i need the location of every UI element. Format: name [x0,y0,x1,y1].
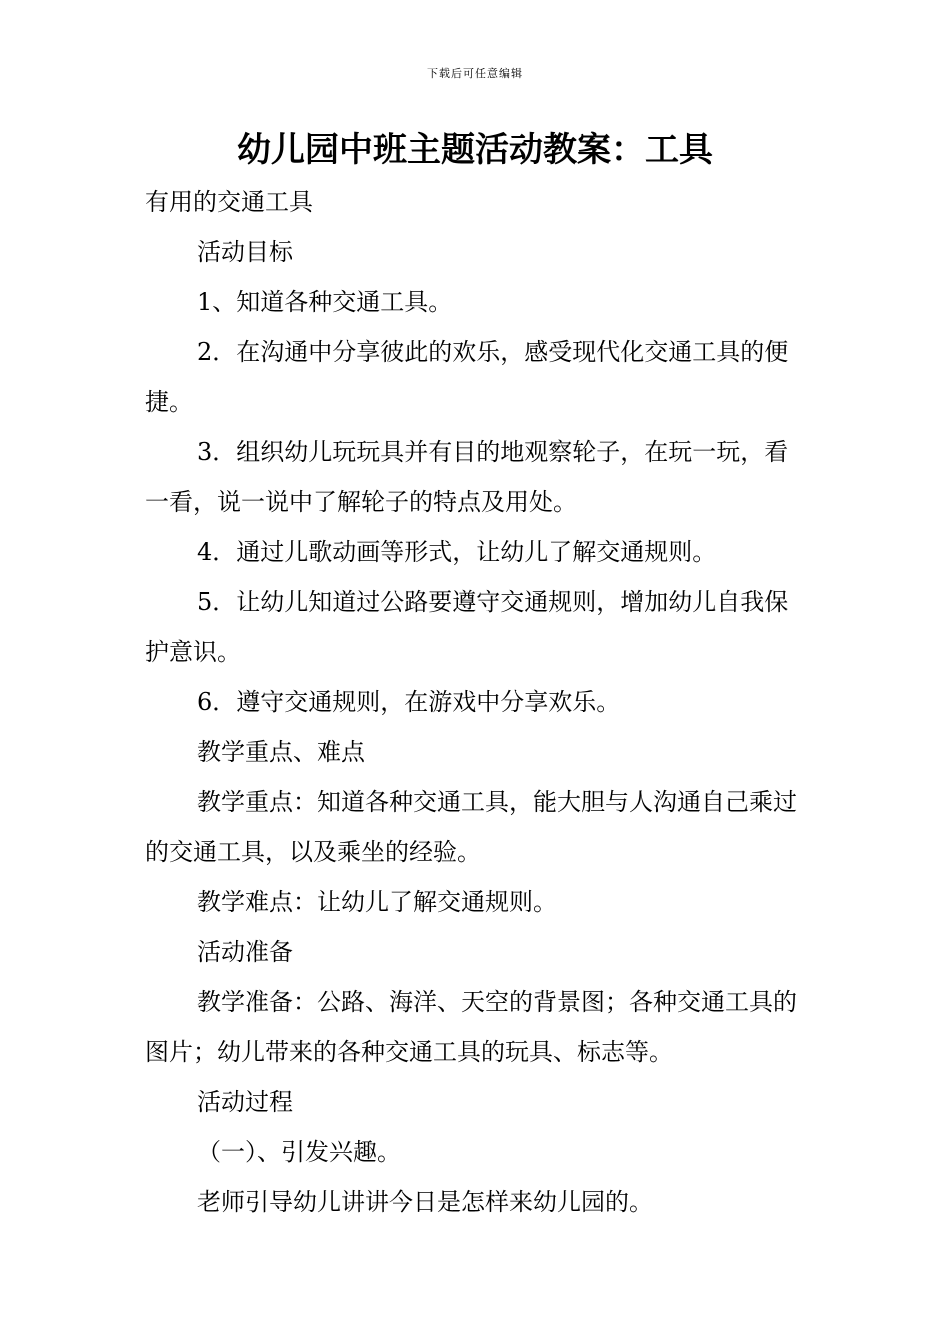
goal-item-1: 1、知道各种交通工具。 [197,288,453,316]
goal-item-2: 2．在沟通中分享彼此的欢乐，感受现代化交通工具的便捷。 [145,338,789,416]
preparation-paragraph: 教学准备：公路、海洋、天空的背景图；各种交通工具的图片；幼儿带来的各种交通工具的玩具、标志等。 [145,988,797,1066]
goal-item-5: 5．让幼儿知道过公路要遵守交通规则，增加幼儿自我保护意识。 [145,588,789,666]
document-title: 幼儿园中班主题活动教案：工具 [237,130,713,170]
section-heading-goals: 活动目标 [197,238,293,266]
process-paragraph: 老师引导幼儿讲讲今日是怎样来幼儿园的。 [197,1188,653,1216]
difficulty-paragraph: 教学难点：让幼儿了解交通规则。 [197,888,557,916]
goal-item-3: 3．组织幼儿玩玩具并有目的地观察轮子，在玩一玩，看一看，说一说中了解轮子的特点及用处。 [145,438,789,516]
goal-item-6: 6．遵守交通规则，在游戏中分享欢乐。 [197,688,621,716]
section-heading-process: 活动过程 [197,1088,293,1116]
goal-item-4: 4．通过儿歌动画等形式，让幼儿了解交通规则。 [197,538,717,566]
key-point-paragraph: 教学重点：知道各种交通工具，能大胆与人沟通自己乘过的交通工具，以及乘坐的经验。 [145,788,797,866]
subtitle-paragraph: 有用的交通工具 [145,188,313,216]
section-heading-preparation: 活动准备 [197,938,293,966]
section-heading-key-points: 教学重点、难点 [197,738,365,766]
document-body [145,177,810,1227]
process-step-heading: （一）、引发兴趣。 [197,1138,401,1166]
header-note: 下载后可任意编辑 [427,67,523,80]
